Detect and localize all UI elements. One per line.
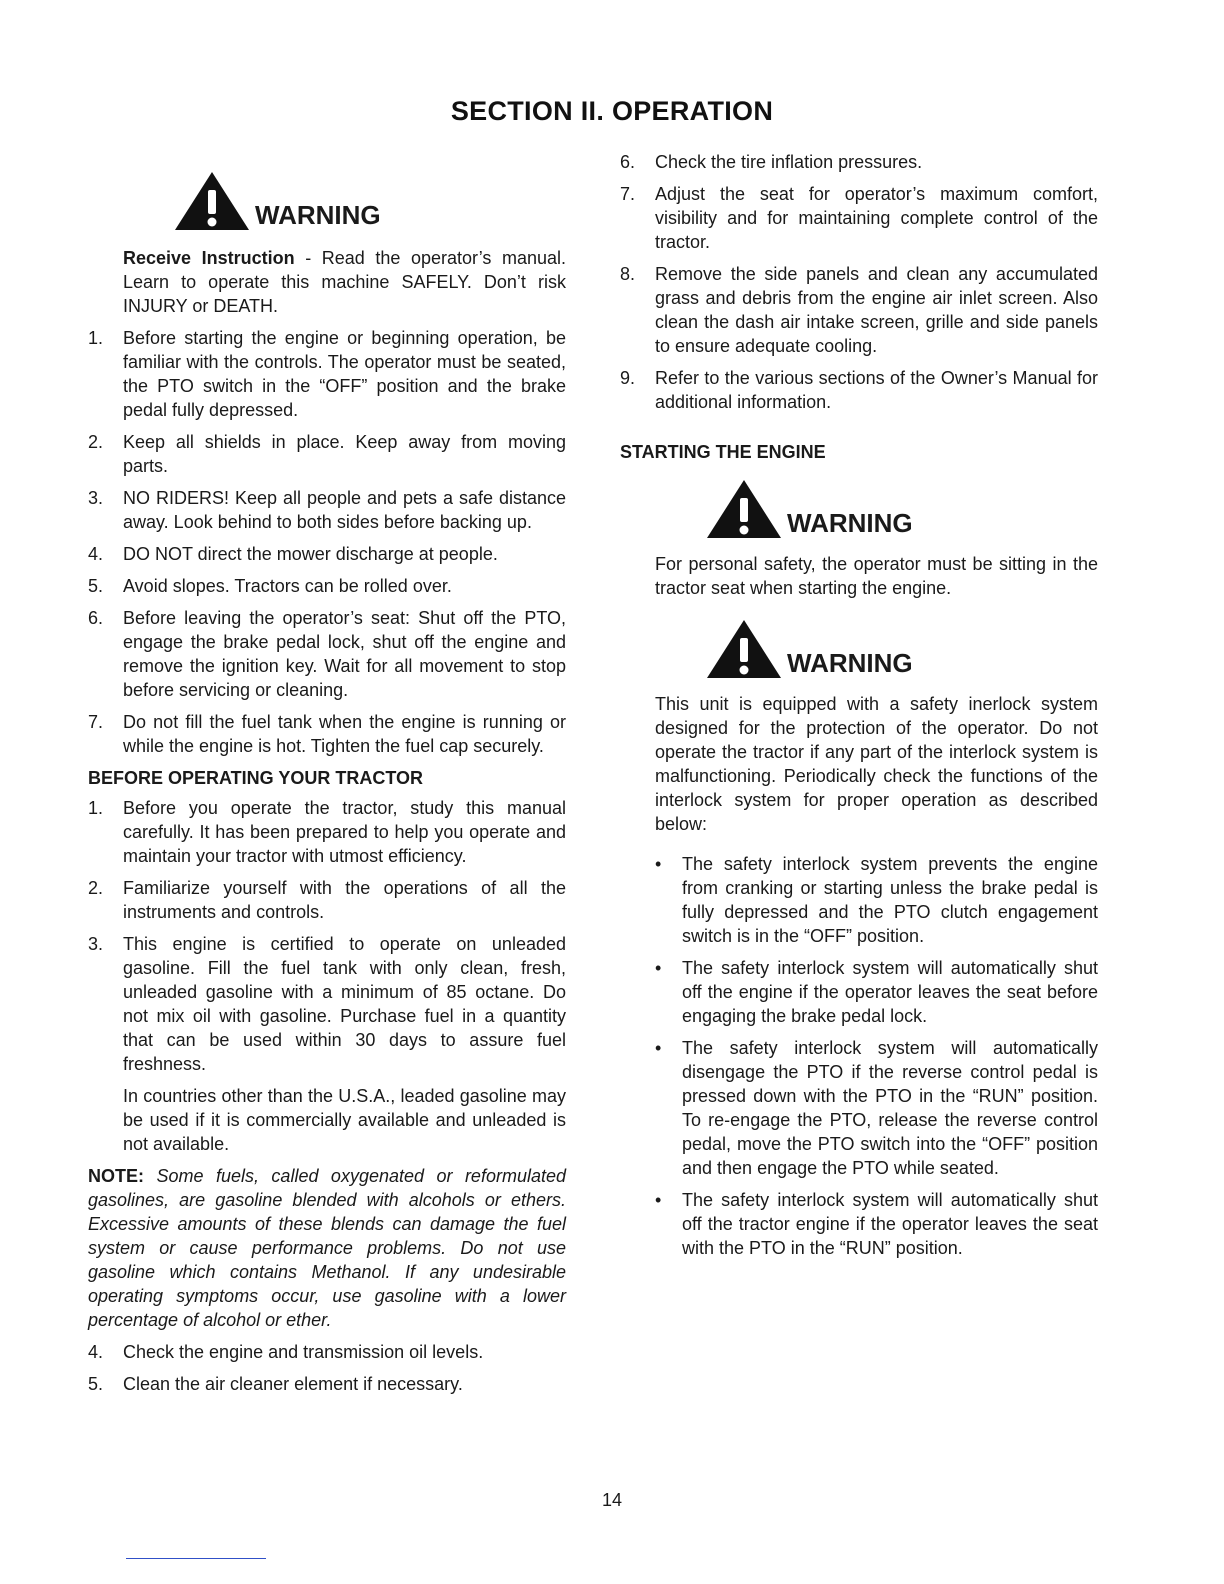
list-item <box>655 852 1098 948</box>
list-number: 4. <box>88 544 104 564</box>
list-item <box>620 262 1098 358</box>
warning-header <box>705 618 1098 680</box>
list-number: 2. <box>88 878 104 898</box>
list-item <box>88 932 566 1076</box>
list-item <box>88 1340 566 1364</box>
bullet-icon: • <box>655 1038 662 1058</box>
interlock-bullets <box>655 852 1098 1260</box>
before-operating-list <box>88 796 566 1076</box>
warning-triangle-icon <box>173 170 251 232</box>
list-text: Before you operate the tractor, study this manual carefully. It has been prepared to help you operate and maintain your tractor with utmost efficiency. <box>123 798 566 866</box>
list-number: 2. <box>88 432 104 452</box>
list-item <box>88 542 566 566</box>
list-text: Clean the air cleaner element if necessary. <box>123 1374 463 1394</box>
list-item <box>620 182 1098 254</box>
list-text: Check the engine and transmission oil levels. <box>123 1342 484 1362</box>
warning-label: WARNING <box>255 200 381 230</box>
list-number: 8. <box>620 264 636 284</box>
list-number: 1. <box>88 328 104 348</box>
warning-header <box>705 478 1098 540</box>
list-text: Before leaving the operator’s seat: Shut off the PTO, engage the brake pedal lock, shut off the engine and remove the ignition key. Wait for all movement to stop before servicing or cleaning. <box>123 608 566 700</box>
list-item <box>655 1188 1098 1260</box>
note-label: NOTE: <box>88 1166 144 1186</box>
receive-instruction-text: - Read the operator’s manual. Learn to operate this machine SAFELY. Don’t risk INJURY or DEATH. <box>123 248 566 316</box>
list-number: 6. <box>88 608 104 628</box>
list-item <box>655 956 1098 1028</box>
list-item <box>88 710 566 758</box>
list-number: 9. <box>620 368 636 388</box>
interlock-paragraph: This unit is equipped with a safety inerlock system designed for the protection of the operator. Do not operate the tractor if any part of the interlock system is malfunctioning. Periodically check the functions of the interlock system for proper operation as described below: <box>655 694 1098 834</box>
list-text: Keep all shields in place. Keep away from moving parts. <box>123 432 566 476</box>
list-number: 3. <box>88 934 104 954</box>
list-text: Check the tire inflation pressures. <box>655 152 923 172</box>
list-number: 4. <box>88 1342 104 1362</box>
safety-list <box>88 326 566 758</box>
list-text: Adjust the seat for operator’s maximum comfort, visibility and for maintaining complete control of the tractor. <box>655 184 1098 252</box>
warning-triangle-icon <box>705 618 783 680</box>
page-title: SECTION II. OPERATION <box>450 96 774 126</box>
bullet-icon: • <box>655 958 662 978</box>
list-text: The safety interlock system will automatically shut off the tractor engine if the operator leaves the seat with the PTO in the “RUN” position. <box>682 1190 1098 1258</box>
list-item <box>88 486 566 534</box>
list-item <box>88 796 566 868</box>
list-number: 7. <box>88 712 104 732</box>
list-text: Do not fill the fuel tank when the engine is running or while the engine is hot. Tighten the fuel cap securely. <box>123 712 566 756</box>
list-item <box>88 430 566 478</box>
before-operating-list-continued <box>88 1340 566 1396</box>
list-item <box>655 1036 1098 1180</box>
receive-instruction-label: Receive Instruction <box>123 248 295 268</box>
list-text: This engine is certified to operate on unleaded gasoline. Fill the fuel tank with only clean, fresh, unleaded gasoline with a minimum of 85 octane. Do not mix oil with gasoline. Purchase fuel in a quantity that can be used within 30 days to assure fuel freshness. <box>123 934 566 1074</box>
personal-safety-paragraph: For personal safety, the operator must be sitting in the tractor seat when starting the engine. <box>655 554 1098 598</box>
before-operating-heading: BEFORE OPERATING YOUR TRACTOR <box>88 768 424 788</box>
list-text: The safety interlock system will automatically disengage the PTO if the reverse control pedal is pressed down with the PTO in the “RUN” position. To re-engage the PTO, release the reverse control pedal, move the PTO switch into the “OFF” position and then engage the PTO while seated. <box>682 1038 1098 1178</box>
footer-divider <box>126 1558 266 1559</box>
warning-header <box>173 170 566 232</box>
note-text: Some fuels, called oxygenated or reformulated gasolines, are gasoline blended with alcohols or ethers. Excessive amounts of these blends can damage the fuel system or cause performance problems. Do not use gasoline which contains Methanol. If any undesirable operating symptoms occur, use gasoline with a lower percentage of alcohol or ether. <box>88 1166 566 1330</box>
countries-paragraph: In countries other than the U.S.A., leaded gasoline may be used if it is commercially available and unleaded is not available. <box>123 1086 566 1154</box>
bullet-icon: • <box>655 1190 662 1210</box>
list-number: 5. <box>88 1374 104 1394</box>
list-number: 3. <box>88 488 104 508</box>
interlock-section <box>655 692 1098 1260</box>
left-column <box>88 150 566 1404</box>
list-text: Remove the side panels and clean any accumulated grass and debris from the engine air inlet screen. Also clean the dash air intake screen, grille and side panels to ensure adequate cooling. <box>655 264 1098 356</box>
list-number: 1. <box>88 798 104 818</box>
list-text: Familiarize yourself with the operations of all the instruments and controls. <box>123 878 566 922</box>
warning-label: WARNING <box>787 508 913 538</box>
list-text: DO NOT direct the mower discharge at people. <box>123 544 498 564</box>
page-number: 14 <box>601 1490 623 1510</box>
warning-label: WARNING <box>787 648 913 678</box>
list-item <box>88 1372 566 1396</box>
starting-engine-heading: STARTING THE ENGINE <box>620 442 826 462</box>
list-item <box>88 326 566 422</box>
list-item <box>88 574 566 598</box>
list-item <box>620 366 1098 414</box>
list-number: 7. <box>620 184 636 204</box>
before-operating-list-right <box>620 150 1098 414</box>
right-column <box>620 150 1098 1268</box>
list-text: Avoid slopes. Tractors can be rolled over. <box>123 576 452 596</box>
bullet-icon: • <box>655 854 662 874</box>
receive-instruction <box>123 246 566 318</box>
list-text: The safety interlock system prevents the engine from cranking or starting unless the brake pedal is fully depressed and the PTO clutch engagement switch is in the “OFF” position. <box>682 854 1098 946</box>
list-item <box>88 876 566 924</box>
list-number: 6. <box>620 152 636 172</box>
list-text: Refer to the various sections of the Owner’s Manual for additional information. <box>655 368 1098 412</box>
fuel-note <box>88 1164 566 1332</box>
list-text: The safety interlock system will automatically shut off the engine if the operator leaves the seat before engaging the brake pedal lock. <box>682 958 1098 1026</box>
list-item <box>620 150 1098 174</box>
list-number: 5. <box>88 576 104 596</box>
list-text: Before starting the engine or beginning operation, be familiar with the controls. The operator must be seated, the PTO switch in the “OFF” position and the brake pedal fully depressed. <box>123 328 566 420</box>
list-item <box>88 606 566 702</box>
list-text: NO RIDERS! Keep all people and pets a safe distance away. Look behind to both sides before backing up. <box>123 488 566 532</box>
warning-triangle-icon <box>705 478 783 540</box>
